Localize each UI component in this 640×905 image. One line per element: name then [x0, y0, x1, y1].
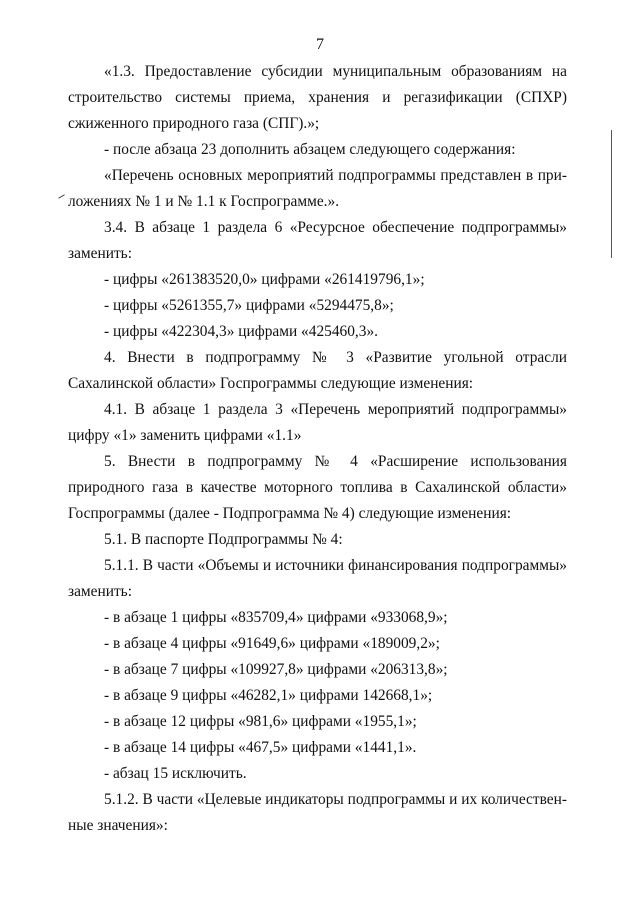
text-line: 4.1. В абзаце 1 раздела 3 «Перечень мероприятий подпрограммы»	[104, 401, 567, 418]
margin-mark	[58, 194, 65, 198]
text-line: - после абзаца 23 дополнить абзацем следующего содержания:	[104, 141, 516, 158]
text-line: Госпрограммы (далее - Подпрограмма № 4) следующие изменения:	[68, 505, 512, 522]
text-line: 4. Внести в подпрограмму № 3 «Развитие угольной отрасли	[104, 349, 567, 366]
text-line: ложениях № 1 и № 1.1 к Госпрограмме.».	[68, 193, 340, 210]
text-line: - в абзаце 14 цифры «467,5» цифрами «1441,1».	[104, 739, 417, 756]
text-line: заменить:	[68, 583, 132, 600]
text-line: - в абзаце 4 цифры «91649,6» цифрами «189009,2»;	[104, 635, 440, 652]
text-line: 5.1. В паспорте Подпрограммы № 4:	[104, 531, 343, 548]
text-line: - цифры «261383520,0» цифрами «261419796,1»;	[104, 271, 425, 288]
text-line: - цифры «422304,3» цифрами «425460,3».	[104, 323, 379, 340]
text-line: 5.1.2. В части «Целевые индикаторы подпрограммы и их количествен-	[104, 791, 567, 808]
text-line: заменить:	[68, 245, 132, 262]
text-line: - в абзаце 9 цифры «46282,1» цифрами 142668,1»;	[104, 687, 433, 704]
margin-mark	[611, 130, 612, 258]
text-line: 5. Внести в подпрограмму № 4 «Расширение использования	[104, 453, 567, 470]
page-number: 7	[316, 36, 324, 53]
text-line: сжиженного природного газа (СПГ).»;	[68, 115, 320, 132]
text-line: - в абзаце 12 цифры «981,6» цифрами «1955,1»;	[104, 713, 417, 730]
text-line: природного газа в качестве моторного топлива в Сахалинской области»	[68, 479, 567, 496]
text-line: 3.4. В абзаце 1 раздела 6 «Ресурсное обеспечение подпрограммы»	[104, 219, 567, 236]
text-line: строительство системы приема, хранения и регазификации (СПХР)	[68, 89, 567, 106]
text-line: ные значения»:	[68, 817, 168, 834]
text-line: - абзац 15 исключить.	[104, 765, 247, 782]
text-line: 5.1.1. В части «Объемы и источники финансирования подпрограммы»	[104, 557, 567, 574]
text-line: - в абзаце 1 цифры «835709,4» цифрами «933068,9»;	[104, 609, 448, 626]
text-line: - в абзаце 7 цифры «109927,8» цифрами «206313,8»;	[104, 661, 448, 678]
text-line: Сахалинской области» Госпрограммы следующие изменения:	[68, 375, 474, 392]
text-line: «1.3. Предоставление субсидии муниципальным образованиям на	[104, 63, 567, 80]
text-line: - цифры «5261355,7» цифрами «5294475,8»;	[104, 297, 394, 314]
text-line: «Перечень основных мероприятий подпрограммы представлен в при-	[104, 167, 567, 184]
text-line: цифру «1» заменить цифрами «1.1»	[68, 427, 302, 444]
